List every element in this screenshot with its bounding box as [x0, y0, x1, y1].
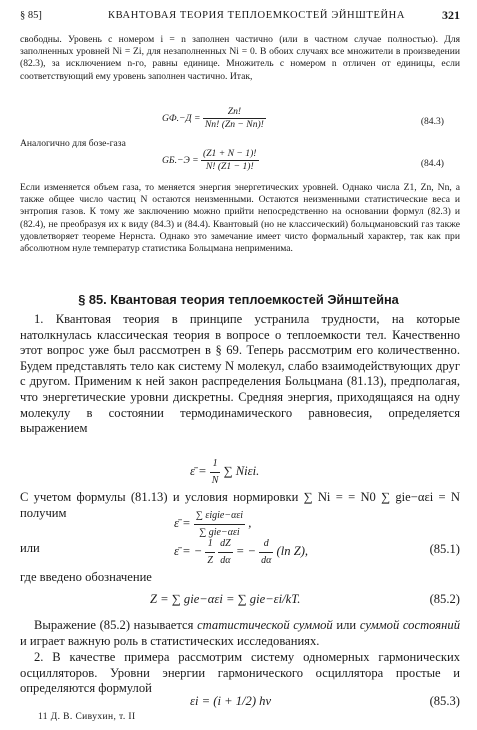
eq-85-1-tail: (ln Z), — [273, 543, 309, 558]
equation-85-1 — [174, 536, 460, 568]
running-header — [20, 8, 460, 24]
eq-84-3-number: (84.3) — [420, 116, 444, 127]
where-line: где введено обозначение — [20, 570, 152, 584]
para3-text-b: или — [332, 618, 360, 632]
para3-term-2: суммой состояний — [359, 618, 460, 632]
section-title: § 85. Квантовая теория теплоемкостей Эйнштейна — [78, 292, 399, 307]
eq-85-1-lhs: ε̄ = − — [174, 543, 203, 558]
para3-text-c: и играет важную роль в статистических исследованиях. — [20, 633, 320, 648]
paragraph-2: С учетом формулы (81.13) и условия нормировки ∑ Ni = = N0 ∑ gie−αεi = N получим — [20, 490, 460, 520]
bose-intro: Аналогично для бозе-газа — [20, 138, 126, 149]
eq-84-4-number: (84.4) — [420, 158, 444, 169]
para3-term-1: статистической суммой — [197, 618, 333, 632]
eq-84-3-num: Zn! — [203, 106, 266, 119]
eq-84-4-den: N! (Z1 − 1)! — [205, 161, 254, 173]
eq-84-4-lhs: GБ.−Э = — [162, 154, 199, 166]
eq-85-1-f2-den: dα — [220, 554, 231, 566]
eq-85-3-text: εi = (i + 1/2) hν — [190, 694, 272, 708]
page-footer: 11 Д. В. Сивухин, т. II — [38, 712, 136, 722]
eq-85-2-text: Z = ∑ gie−αεi = ∑ gie−εi/kT. — [150, 592, 301, 606]
eq-mean-sum: ∑ Niεi. — [223, 463, 260, 478]
eq-mean-fraction — [210, 456, 221, 488]
running-title: КВАНТОВАЯ ТЕОРИЯ ТЕПЛОЕМКОСТЕЙ ЭЙНШТЕЙНА — [108, 10, 406, 21]
eq-ratio-lhs: ε̄ = — [174, 515, 191, 530]
eq-85-1-frac2 — [218, 536, 233, 568]
eq-84-3-fraction — [203, 106, 266, 131]
eq-85-1-f3-den: dα — [261, 554, 272, 566]
small-paragraph: Если изменяется объем газа, то меняется энергия энергетических уровней. Однако числа Z1, Zn, Nn, а также общее число частиц N остаются неизменными. Остаются неизменными статистические веса и энтропия газов. К тому же заключению можно прийти непосредственно на основании формул (82.3) и (82.4), не преобразуя их к виду (84.3) и (84.4). Квантовый (но не классический) больцмановский газ также удовлетворяет теореме Нернста. Однако это замечание имеет чисто формальный характер, так как при абсолютном нуле температур статистика Больцмана неприменима. — [20, 182, 460, 255]
eq-85-1-number: (85.1) — [429, 542, 460, 556]
eq-mean-lhs: ε̄ = — [190, 463, 207, 478]
eq-85-1-mid: = − — [232, 543, 256, 558]
eq-mean-den: N — [211, 474, 219, 486]
section-ref: § 85] — [20, 10, 42, 21]
equation-mean-energy — [190, 456, 259, 488]
eq-84-3-lhs: GФ.−Д = — [162, 112, 201, 124]
eq-85-2-number: (85.2) — [429, 592, 460, 606]
eq-85-3-number: (85.3) — [429, 694, 460, 708]
paragraph-3 — [20, 618, 460, 649]
equation-85-2 — [150, 592, 460, 608]
eq-84-4-num: (Z1 + N − 1)! — [201, 148, 258, 161]
eq-84-3-den: Nn! (Zn − Nn)! — [204, 119, 264, 131]
equation-84-3 — [162, 106, 462, 131]
eq-ratio-num: ∑ εigie−αεi — [194, 508, 245, 525]
eq-85-1-frac3 — [259, 536, 273, 568]
para3-text-a: Выражение (85.2) называется — [34, 618, 198, 632]
eq-85-1-frac1 — [205, 536, 215, 568]
eq-85-1-f1-num: 1 — [205, 536, 215, 553]
eq-84-4-fraction — [201, 148, 258, 173]
paragraph-4: 2. В качестве примера рассмотрим систему одномерных гармонических осцилляторов. Уровни энергии гармонического осциллятора простые и определяются формулой — [20, 650, 460, 696]
equation-85-3 — [190, 694, 460, 710]
intro-paragraph: свободны. Уровень с номером i = n заполнен частично (или в частном случае полностью). Для заполненных уровней Ni = Zi, для незаполненных Ni = 0. В обоих случаях все множители в произведении (82.3), за исключением n-го, равны единице. Множитель с номером n отличен от единицы, если соответствующий ему уровень заполнен частично. Итак, — [20, 34, 460, 82]
eq-85-1-f1-den: Z — [207, 554, 213, 566]
eq-85-1-f2-num: dZ — [218, 536, 233, 553]
paragraph-1: 1. Квантовая теория в принципе устранила трудности, на которые натолкнулась классическая теория в вопросе о теплоемкости тел. Качественно этот вопрос уже был рассмотрен в § 69. Теперь рассмотрим его количественно. Будем представлять тело как систему N молекул, слабо взаимодействующих друг с другом. Применим к ней закон распределения Больцмана (81.13), предполагая, что энергетические уровни дискретны. Средняя энергия, приходящаяся на одну молекулу в состоянии термодинамического равновесия, определяется выражением — [20, 312, 460, 436]
eq-ratio-den: ∑ gie−αεi — [199, 526, 240, 538]
eq-mean-num: 1 — [210, 456, 221, 473]
equation-84-4 — [162, 148, 462, 173]
or-word: или — [20, 541, 40, 555]
page-number: 321 — [442, 8, 460, 22]
eq-ratio-end: , — [248, 515, 252, 530]
eq-85-1-f3-num: d — [259, 536, 273, 553]
